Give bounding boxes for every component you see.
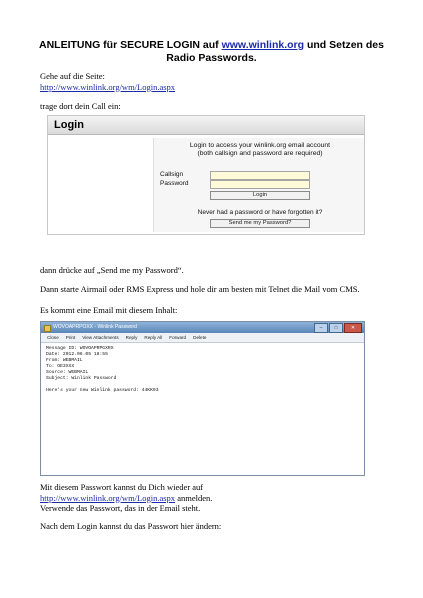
title-link-winlink[interactable]: www.winlink.org <box>221 39 305 51</box>
close-icon[interactable]: ✕ <box>344 323 362 333</box>
paragraph-change-password: Nach dem Login kannst du das Passwort hier ändern: <box>40 521 222 531</box>
email-body <box>41 343 364 397</box>
email-window-titlebar <box>41 322 364 333</box>
forgot-password-text: Never had a password or have forgotten it? <box>197 209 323 216</box>
password-input[interactable] <box>210 180 310 189</box>
email-password-line: Here's your new Winlink password: 44KK93 <box>46 388 159 393</box>
email-header-line: To: OE3XXX <box>46 364 75 369</box>
paragraph-press-send: dann drücke auf „Send me my Password“. <box>40 265 184 275</box>
email-header-line: Source: WEBMAIL <box>46 370 89 375</box>
email-window-title: WOVOAPRPOXX - Winlink Password <box>53 324 137 330</box>
mail-app-icon <box>44 325 51 332</box>
toolbar-print-button[interactable]: Print <box>65 335 76 340</box>
goto-page-text: Gehe auf die Seite: <box>40 71 105 81</box>
minimize-icon[interactable]: – <box>314 323 328 333</box>
email-toolbar <box>41 333 364 343</box>
login-button[interactable]: Login <box>210 191 310 200</box>
login-again-text: Mit diesem Passwort kannst du Dich wieder auf <box>40 482 204 492</box>
login-screenshot <box>47 115 365 235</box>
email-header-line: Message ID: WOVOAPRPGXRX <box>46 346 114 351</box>
toolbar-reply-all-button[interactable]: Reply All <box>144 335 163 340</box>
paragraph-email-content: Es kommt eine Email mit diesem Inhalt: <box>40 305 178 315</box>
title-text-start: ANLEITUNG für SECURE LOGIN auf <box>39 39 222 51</box>
toolbar-forward-button[interactable]: Forward <box>169 335 187 340</box>
paragraph-goto-page <box>40 71 175 92</box>
toolbar-view-attachments-button[interactable]: View Attachments <box>82 335 119 340</box>
login-again-url-link[interactable]: http://www.winlink.org/wm/Login.aspx <box>40 492 176 503</box>
password-label: Password <box>160 180 189 187</box>
callsign-label: Callsign <box>160 171 184 178</box>
email-header-line: From: WEBMAIL <box>46 358 83 363</box>
email-header-line: Date: 2012.06.05 18:55 <box>46 352 108 357</box>
email-header-line: Subject: Winlink Password <box>46 376 117 381</box>
toolbar-reply-button[interactable]: Reply <box>125 335 138 340</box>
maximize-icon[interactable]: □ <box>329 323 343 333</box>
toolbar-delete-button[interactable]: Delete <box>193 335 207 340</box>
callsign-input[interactable] <box>210 171 310 180</box>
login-form <box>153 138 364 232</box>
use-password-text: Verwende das Passwort, das in der Email steht. <box>40 503 201 513</box>
login-again-suffix: anmelden. <box>175 492 213 503</box>
paragraph-login-again <box>40 482 212 514</box>
send-password-button[interactable]: Send me my Password? <box>210 219 310 228</box>
window-controls <box>314 323 362 333</box>
paragraph-start-airmail: Dann starte Airmail oder RMS Express und hole dir am besten mit Telnet die Mail vom CMS. <box>40 284 360 294</box>
login-intro-line1: Login to access your winlink.org email account <box>189 142 331 149</box>
title-text-end: und Setzen des Radio Passwords. <box>166 39 384 64</box>
login-url-link[interactable]: http://www.winlink.org/wm/Login.aspx <box>40 81 176 92</box>
toolbar-close-button[interactable]: Close <box>47 335 59 340</box>
document-title <box>30 39 393 65</box>
email-screenshot <box>40 321 365 476</box>
login-header: Login <box>48 116 364 135</box>
login-intro-line2: (both callsign and password are required) <box>197 150 323 157</box>
paragraph-enter-call: trage dort dein Call ein: <box>40 101 121 111</box>
